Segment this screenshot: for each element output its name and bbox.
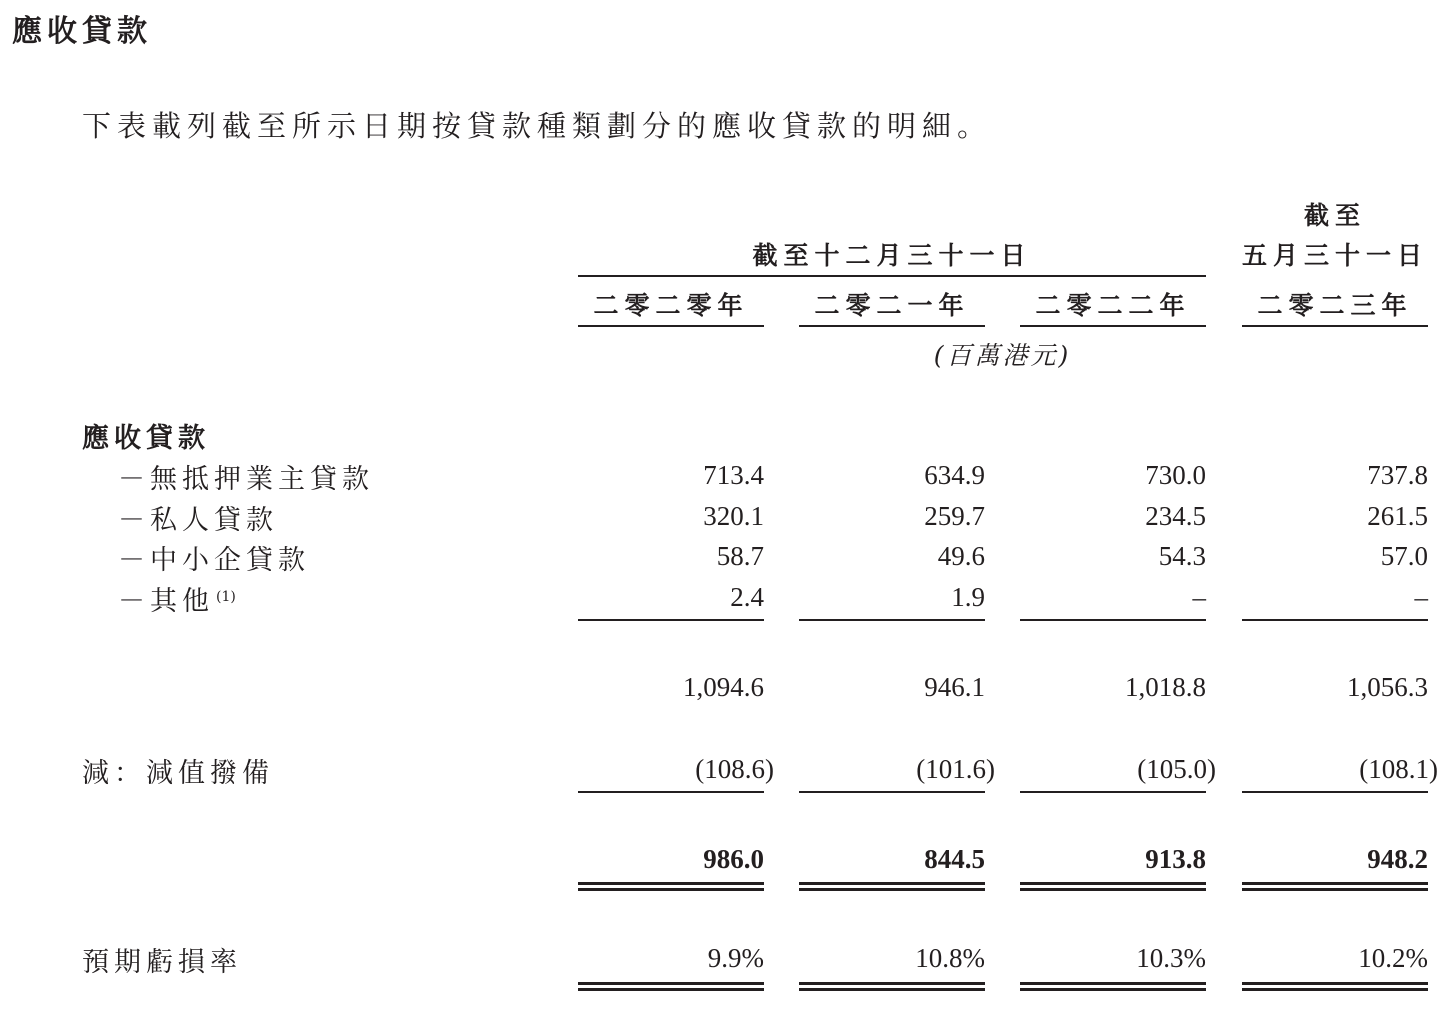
ecl-rate-value: 10.3% (1136, 943, 1206, 973)
cell-value: 2.4 (730, 582, 764, 612)
subtotal-value: 946.1 (924, 672, 985, 702)
year-header-2022: 二零二二年 (1035, 291, 1191, 320)
header-group-december: 截至十二月三十一日 (752, 241, 1032, 270)
impairment-rule (578, 791, 764, 793)
row-label-others-text: －其他 (118, 586, 214, 617)
row-label-personal-loans: －私人貸款 (118, 505, 278, 536)
cell-value: 259.7 (924, 501, 985, 531)
header-group-may-line1: 截至 (1303, 201, 1366, 230)
row-label-expected-loss-rate: 預期虧損率 (82, 947, 242, 978)
net-total-double-rule (1242, 882, 1428, 891)
ecl-double-rule (578, 982, 764, 991)
impairment-value: (108.1) (1359, 754, 1438, 784)
cell-value: 737.8 (1367, 460, 1428, 490)
cell-value: 234.5 (1145, 501, 1206, 531)
year-header-rule (1242, 325, 1428, 327)
ecl-double-rule (1020, 982, 1206, 991)
subtotal-rule (578, 619, 764, 621)
subtotal-rule (1242, 619, 1428, 621)
intro-paragraph: 下表載列截至所示日期按貸款種類劃分的應收貸款的明細。 (82, 109, 993, 143)
year-header-rule (578, 325, 764, 327)
net-total-double-rule (799, 882, 985, 891)
ecl-double-rule (799, 982, 985, 991)
row-label-others (118, 579, 236, 618)
unit-label: (百萬港元) (933, 341, 1072, 370)
net-total-value: 913.8 (1145, 844, 1206, 874)
group-label-loans-receivable: 應收貸款 (82, 423, 210, 454)
cell-value: 634.9 (924, 460, 985, 490)
subtotal-value: 1,018.8 (1125, 672, 1206, 702)
cell-value: 58.7 (716, 541, 764, 571)
year-header-2021: 二零二一年 (814, 291, 970, 320)
ecl-rate-value: 10.2% (1358, 943, 1428, 973)
ecl-double-rule (1242, 982, 1428, 991)
impairment-value: (108.6) (695, 754, 774, 784)
subtotal-rule (1020, 619, 1206, 621)
cell-value: 49.6 (937, 541, 985, 571)
cell-value: 54.3 (1158, 541, 1206, 571)
cell-value: – (1414, 582, 1428, 612)
row-label-impairment: 減：減值撥備 (82, 758, 274, 789)
impairment-rule (799, 791, 985, 793)
net-total-value: 986.0 (703, 844, 764, 874)
impairment-rule (1242, 791, 1428, 793)
cell-value: – (1192, 582, 1206, 612)
cell-value: 1.9 (951, 582, 985, 612)
cell-value: 261.5 (1367, 501, 1428, 531)
net-total-double-rule (1020, 882, 1206, 891)
header-group-may-line2: 五月三十一日 (1242, 241, 1429, 270)
cell-value: 320.1 (703, 501, 764, 531)
cell-value: 730.0 (1145, 460, 1206, 490)
impairment-rule (1020, 791, 1206, 793)
section-title: 應收貸款 (12, 14, 152, 49)
year-header-rule (1020, 325, 1206, 327)
year-header-rule (799, 325, 985, 327)
footnote-marker: (1) (216, 589, 236, 605)
ecl-rate-value: 10.8% (915, 943, 985, 973)
year-header-2020: 二零二零年 (593, 291, 749, 320)
ecl-rate-value: 9.9% (707, 943, 764, 973)
subtotal-value: 1,056.3 (1347, 672, 1428, 702)
impairment-value: (105.0) (1137, 754, 1216, 784)
cell-value: 57.0 (1380, 541, 1428, 571)
subtotal-rule (799, 619, 985, 621)
net-total-value: 948.2 (1367, 844, 1428, 874)
header-group-rule (578, 275, 1206, 277)
net-total-double-rule (578, 882, 764, 891)
impairment-value: (101.6) (916, 754, 995, 784)
year-header-2023: 二零二三年 (1257, 291, 1413, 320)
row-label-unsecured-owner-loans: －無抵押業主貸款 (118, 464, 374, 495)
cell-value: 713.4 (703, 460, 764, 490)
row-label-sme-loans: －中小企貸款 (118, 545, 310, 576)
net-total-value: 844.5 (924, 844, 985, 874)
subtotal-value: 1,094.6 (683, 672, 764, 702)
